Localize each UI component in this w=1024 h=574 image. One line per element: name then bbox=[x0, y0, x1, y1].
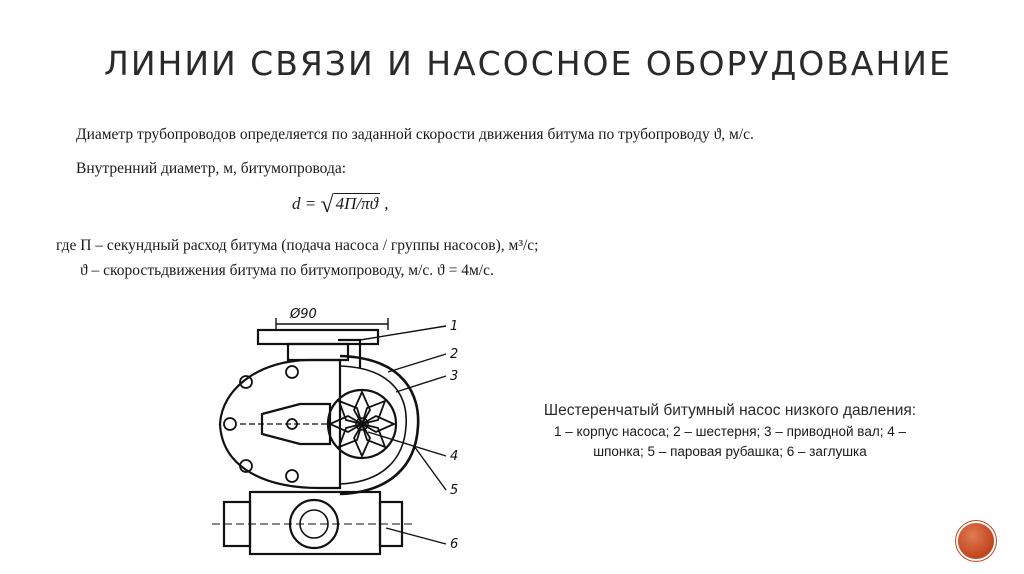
paragraph-velocity-definition: ϑ – скоростьдвижения битума по битумопроводу, м/с. ϑ = 4м/с. bbox=[80, 262, 494, 279]
caption-title: Шестеренчатый битумный насос низкого давления: bbox=[543, 402, 917, 419]
dimension-label: Ø90 bbox=[290, 307, 317, 322]
slide-title: ЛИНИИ СВЯЗИ И НАСОСНОЕ ОБОРУДОВАНИЕ bbox=[104, 44, 952, 83]
callout-6: 6 bbox=[450, 537, 459, 552]
formula-radicand: 4П/πϑ bbox=[335, 194, 379, 213]
sqrt-sign: √ bbox=[320, 192, 334, 218]
outlet-neck bbox=[288, 344, 348, 360]
formula bbox=[292, 192, 389, 219]
callout-5: 5 bbox=[450, 483, 459, 498]
paragraph-flow-definition: где П – секундный расход битума (подача насоса / группы насосов), м³/с; bbox=[56, 237, 539, 254]
caption-legend: 1 – корпус насоса; 2 – шестерня; 3 – приводной вал; 4 – шпонка; 5 – паровая рубашка; 6 – заглушка bbox=[554, 424, 906, 459]
next-slide-button[interactable] bbox=[958, 523, 994, 559]
paragraph-inner-diameter: Внутренний диаметр, м, битумопровода: bbox=[76, 160, 347, 177]
formula-lhs: d = bbox=[292, 194, 317, 213]
callout-2: 2 bbox=[450, 347, 459, 362]
callout-4: 4 bbox=[450, 449, 459, 464]
callout-3: 3 bbox=[450, 369, 459, 384]
formula-tail: , bbox=[384, 194, 389, 213]
diagram-caption bbox=[530, 400, 930, 462]
paragraph-diameter-intro: Диаметр трубопроводов определяется по заданной скорости движения битума по трубопроводу ϑ, м/с. bbox=[76, 126, 754, 143]
callout-1: 1 bbox=[450, 319, 459, 334]
lower-body bbox=[250, 492, 380, 554]
gear-pump-diagram bbox=[210, 296, 480, 564]
